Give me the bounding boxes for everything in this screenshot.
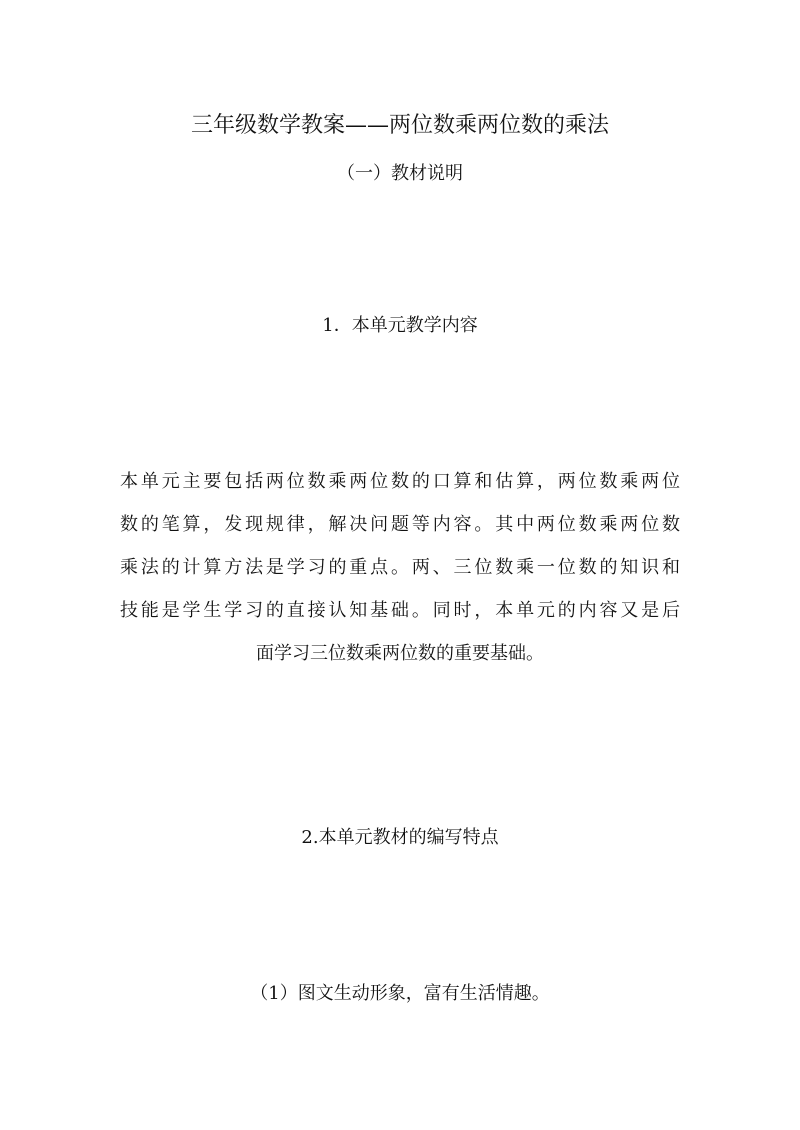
feature-item-1: （1）图文生动形象，富有生活情趣。 [250,983,550,1004]
teaching-content-paragraph [120,460,680,675]
paragraph-line: 技能是学生学习的直接认知基础。同时，本单元的内容又是后 [120,600,680,621]
paragraph-line: 面学习三位数乘两位数的重要基础。 [256,643,544,664]
paragraph-line: 乘法的计算方法是学习的重点。两、三位数乘一位数的知识和 [120,557,680,578]
document-subtitle: （一）教材说明 [337,163,463,184]
paragraph-line: 本单元主要包括两位数乘两位数的口算和估算，两位数乘两位 [120,471,680,492]
section-heading-teaching-content: 1．本单元教学内容 [322,315,478,336]
document-title: 三年级数学教案——两位数乘两位数的乘法 [190,113,609,138]
section-heading-writing-features: 2.本单元教材的编写特点 [301,827,499,848]
paragraph-line: 数的笔算，发现规律，解决问题等内容。其中两位数乘两位数 [120,514,680,535]
